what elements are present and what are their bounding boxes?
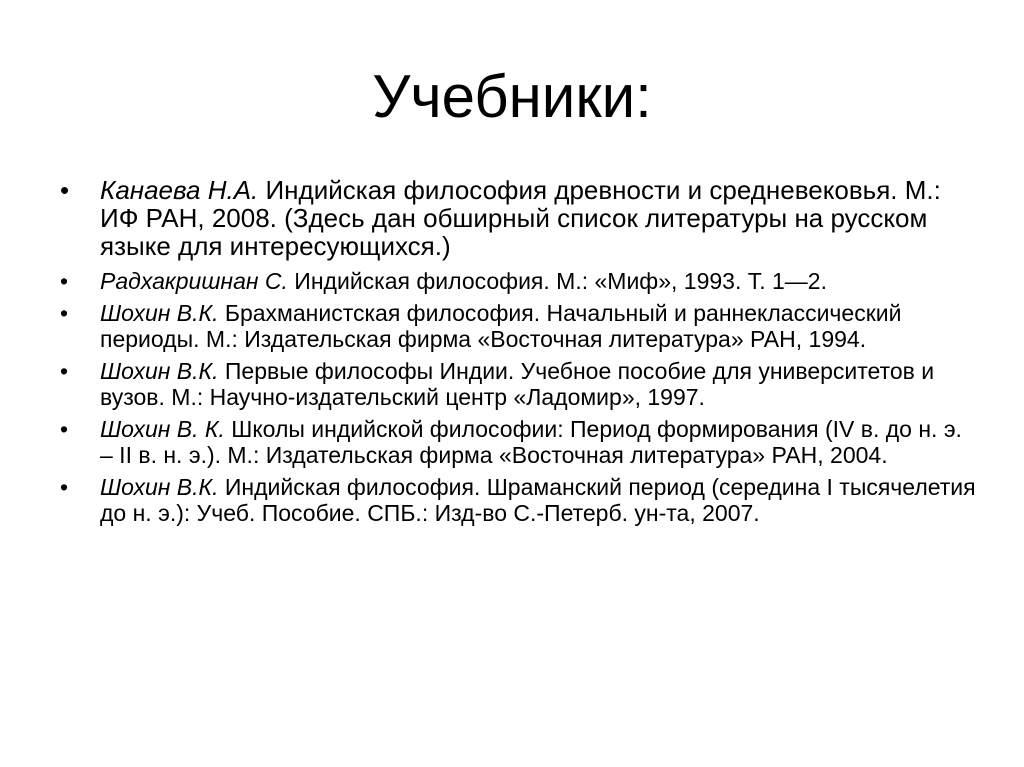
item-text: Первые философы Индии. Учебное пособие для университетов и вузов. М.: Научно-издательский центр «Ладомир», 1997. [100, 358, 935, 410]
list-item [60, 300, 980, 352]
bibliography-list [60, 176, 980, 532]
item-text: Индийская философия. М.: «Миф», 1993. Т. 1—2. [287, 268, 827, 294]
list-item [60, 268, 980, 294]
list-item [60, 416, 980, 468]
item-text: Индийская философия. Шраманский период (середина I тысячелетия до н. э.): Учеб. Пособие. СПБ.: Изд-во С.-Петерб. ун-та, 2007. [100, 474, 976, 526]
bullet-icon: • [60, 416, 69, 442]
item-text: Школы индийской философии: Период формирования (IV в. до н. э. – II в. н. э.). М.: Издательская фирма «Восточная литература» РАН, 2004. [100, 416, 962, 468]
slide-title: Учебники: [372, 63, 652, 130]
item-author: Радхакришнан С. [100, 268, 288, 294]
item-author: Шохин В.К. [100, 300, 219, 326]
list-item [60, 474, 980, 526]
bullet-icon: • [60, 175, 70, 205]
item-author: Шохин В. К. [100, 416, 225, 442]
bullet-icon: • [60, 300, 69, 326]
list-item [60, 176, 980, 260]
item-author: Канаева Н.А. [100, 175, 259, 205]
list-item [60, 358, 980, 410]
bullet-icon: • [60, 474, 69, 500]
item-author: Шохин В.К. [100, 474, 219, 500]
bullet-icon: • [60, 358, 69, 384]
item-text: Брахманистская философия. Начальный и раннеклассический периоды. М.: Издательская фирма «Восточная литература» РАН, 1994. [100, 300, 902, 352]
item-author: Шохин В.К. [100, 358, 219, 384]
item-text: Индийская философия древности и средневековья. М.: ИФ РАН, 2008. (Здесь дан обширный список литературы на русском языке для интересующихся.) [100, 175, 941, 261]
bullet-icon: • [60, 268, 69, 294]
